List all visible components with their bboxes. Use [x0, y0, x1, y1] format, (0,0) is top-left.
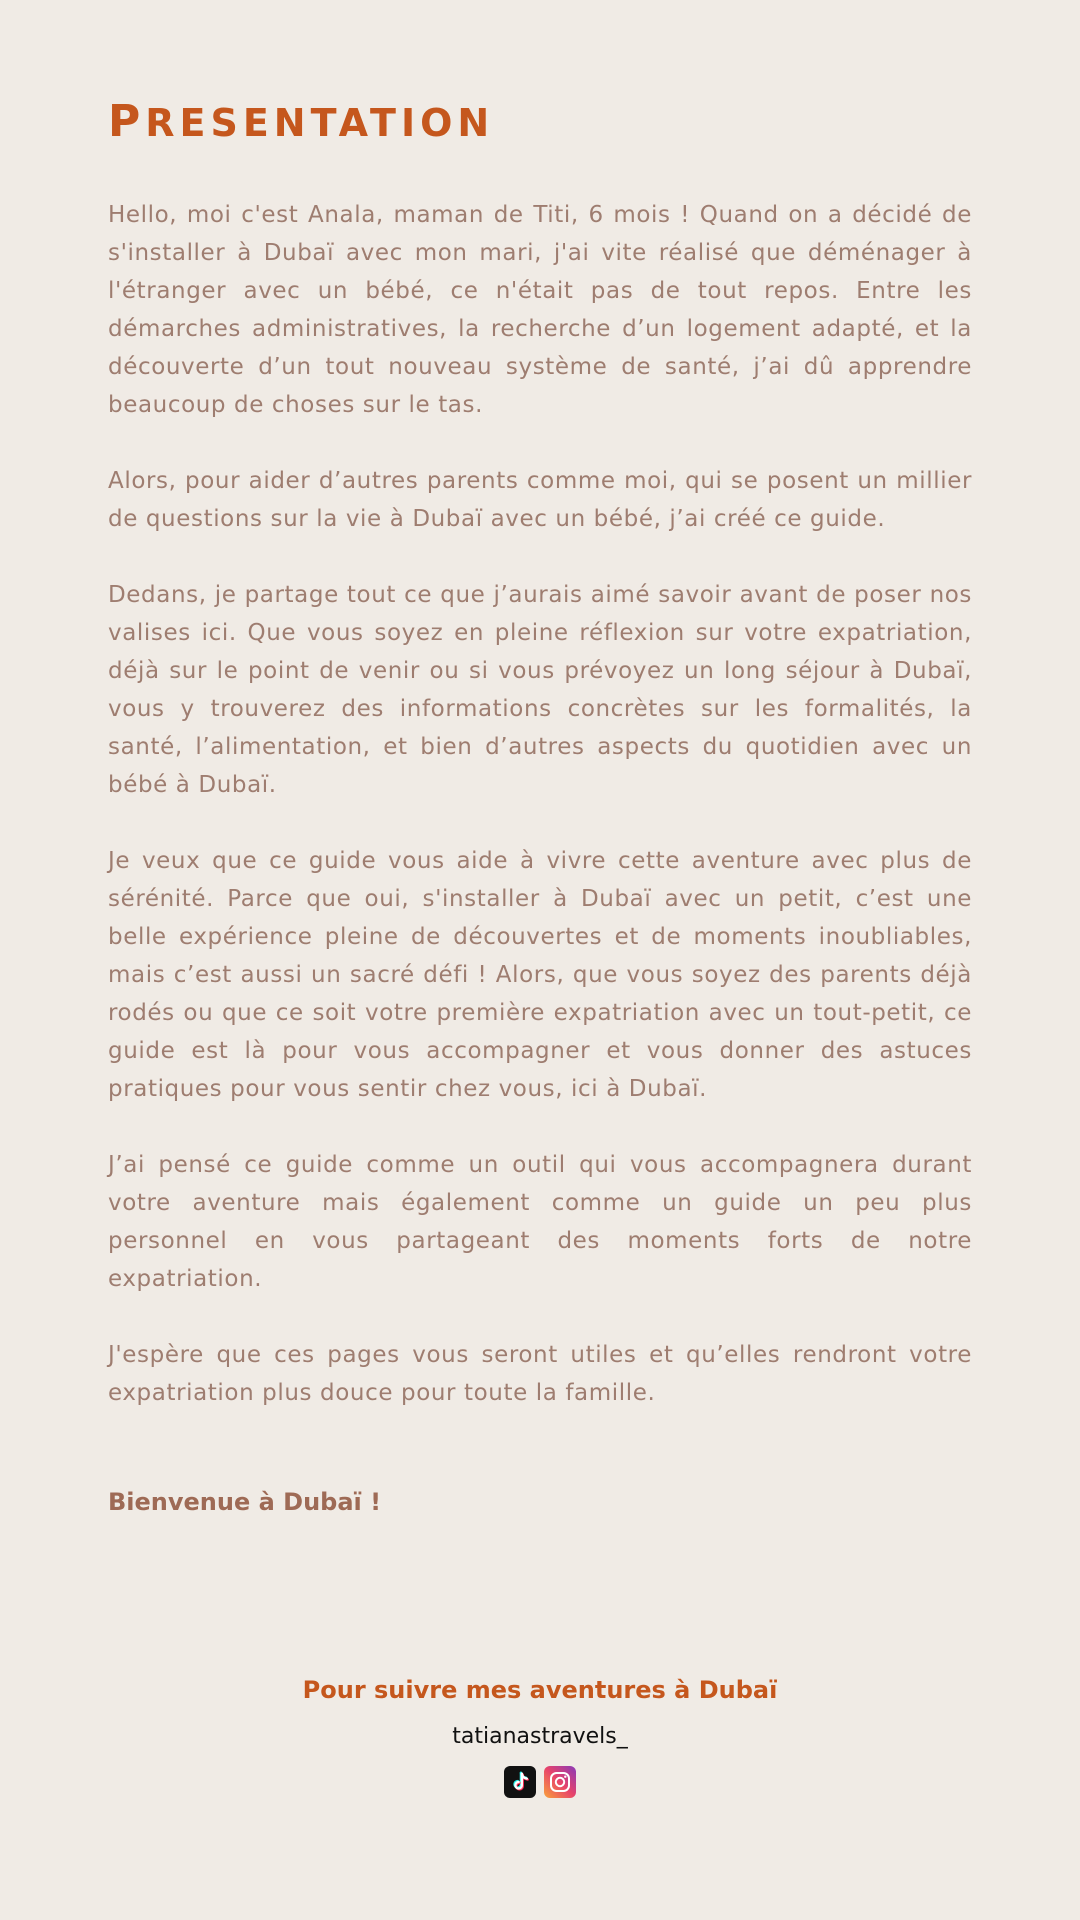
instagram-glyph	[548, 1770, 572, 1794]
presentation-body	[108, 196, 972, 1450]
social-handle[interactable]: tatianastravels_	[452, 1724, 628, 1749]
paragraph-closing: J'espère que ces pages vous seront utiles et qu’elles rendront votre expatriation plus douce pour toute la famille.	[108, 1342, 972, 1406]
title-initial: P	[108, 96, 146, 147]
footer-title: Pour suivre mes aventures à Dubaï	[302, 1676, 778, 1704]
paragraph-personal: J’ai pensé ce guide comme un outil qui vous accompagnera durant votre aventure mais également comme un guide un peu plus personnel en vous partageant des moments forts de notre expatriation.	[108, 1152, 972, 1292]
paragraph-contents: Dedans, je partage tout ce que j’aurais aimé savoir avant de poser nos valises ici. Que vous soyez en pleine réflexion sur votre expatriation, déjà sur le point de venir ou si vous prévoyez un long séjour à Dubaï, vous y trouverez des informations concrètes sur les formalités, la santé, l’alimentation, et bien d’autres aspects du quotidien avec un bébé à Dubaï.	[108, 582, 972, 798]
welcome-text: Bienvenue à Dubaï !	[108, 1488, 382, 1516]
tiktok-icon[interactable]	[504, 1766, 536, 1798]
tiktok-glyph	[509, 1771, 531, 1793]
instagram-icon[interactable]	[544, 1766, 576, 1798]
paragraph-goal: Je veux que ce guide vous aide à vivre cette aventure avec plus de sérénité. Parce que oui, s'installer à Dubaï avec un petit, c’est une belle expérience pleine de découvertes et de moments inoubliables, mais c’est aussi un sacré défi ! Alors, que vous soyez des parents déjà rodés ou que ce soit votre première expatriation avec un tout-petit, ce guide est là pour vous accompagner et vous donner des astuces pratiques pour vous sentir chez vous, ici à Dubaï.	[108, 848, 972, 1102]
social-footer	[0, 1670, 1080, 1798]
paragraph-intro: Hello, moi c'est Anala, maman de Titi, 6 mois ! Quand on a décidé de s'installer à Dubaï avec mon mari, j'ai vite réalisé que déménager à l'étranger avec un bébé, ce n'était pas de tout repos. Entre les démarches administratives, la recherche d’un logement adapté, et la découverte d’un tout nouveau système de santé, j’ai dû apprendre beaucoup de choses sur le tas.	[108, 202, 972, 418]
title-rest: RESENTATION	[145, 101, 495, 145]
paragraph-purpose: Alors, pour aider d’autres parents comme moi, qui se posent un millier de questions sur la vie à Dubaï avec un bébé, j’ai créé ce guide.	[108, 468, 972, 532]
page-title	[108, 96, 495, 147]
social-icons	[0, 1766, 1080, 1798]
